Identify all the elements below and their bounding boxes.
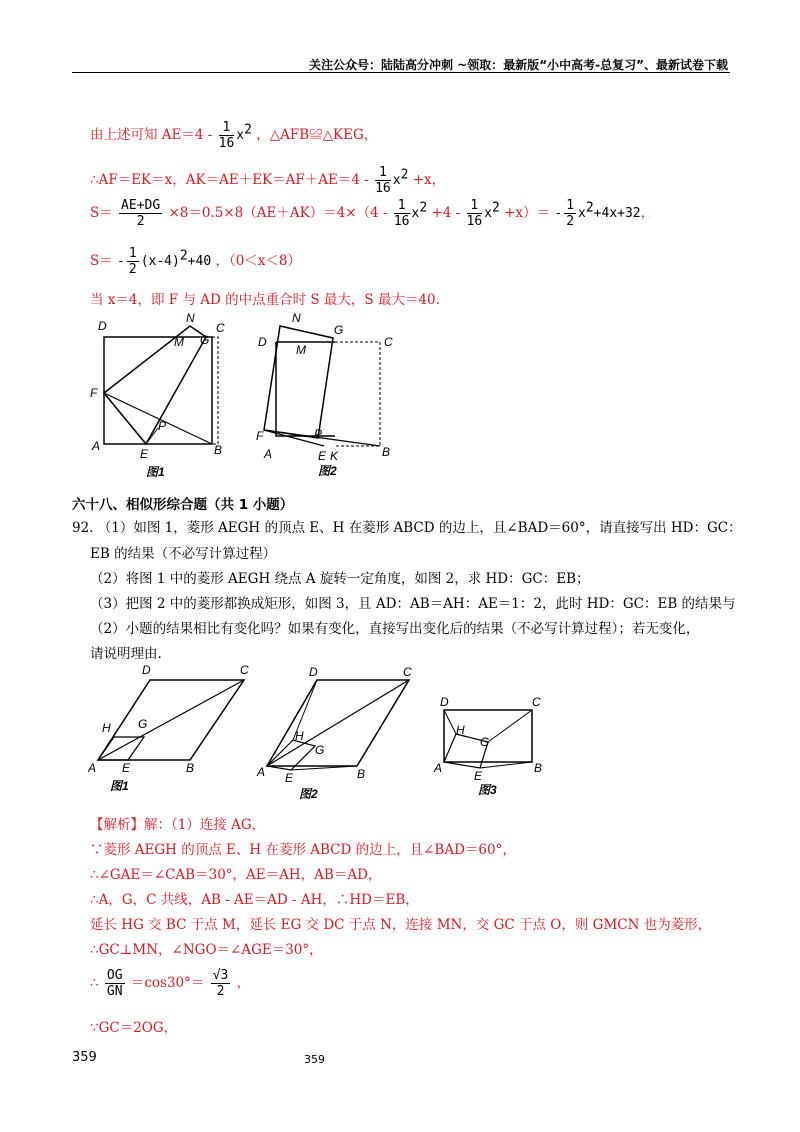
section-title: 六十八、相似形综合题（共 1 小题） <box>72 497 294 513</box>
analysis-line-6: ∴GC⊥MN，∠NGO＝∠AGE＝30°， <box>90 942 323 958</box>
label-C: C <box>240 663 249 677</box>
variable: x <box>578 206 586 221</box>
label-B: B <box>214 443 223 457</box>
label-A: A <box>88 761 97 775</box>
label-G: G <box>138 717 148 731</box>
denominator: 16 <box>375 181 391 196</box>
fraction <box>119 198 162 229</box>
label-B: B <box>186 761 195 775</box>
numerator: OG <box>106 968 123 983</box>
numerator: 1 <box>128 246 137 261</box>
page-number-left: 359 <box>72 1050 97 1065</box>
label-M: M <box>174 335 184 349</box>
text: 解：（1）连接 AG， <box>144 817 266 833</box>
problem-line-5: （2）小题的结果相比有变化吗？如果有变化，直接写出变化后的结果（不必写计算过程）；若无变化， <box>90 621 700 637</box>
label-B: B <box>534 761 543 775</box>
text: 由上述可知 AE＝4 - <box>90 127 213 143</box>
text: +40 <box>187 254 212 269</box>
label-C: C <box>216 321 225 335</box>
analysis-line-4: ∴A，G，C 共线，AB - AE＝AD - AH，∴HD＝EB， <box>90 892 419 908</box>
solution-line-3: S＝ $\frac{AE+DG}{2}$ ×8＝0.5×8（AE＋AK）＝4×（4 - $\frac{1}{16}$ $x^2 +4$ - $\frac{1}{16}$ $x^2 +x)=$ - $\frac{1}{2}$ $x^2+4x+32$， <box>90 198 655 229</box>
label-A: A <box>257 765 266 779</box>
label-F: F <box>90 386 98 400</box>
text: (x-4) <box>140 254 180 269</box>
solution-line-5: 当 x＝4，即 F 与 AD 的中点重合时 S 最大，S 最大＝40. <box>90 292 440 308</box>
label-D: D <box>258 335 267 349</box>
label-B: B <box>357 767 366 781</box>
numerator: 1 <box>394 198 410 214</box>
label-G: G <box>480 735 490 749</box>
problem-line-6: 请说明理由. <box>90 646 162 662</box>
label-N: N <box>292 311 301 325</box>
text: +x）＝ <box>504 205 551 221</box>
analysis-line-3: ∴∠GAE＝∠CAB＝30°，AE＝AH，AB＝AD， <box>90 867 382 883</box>
label-A: A <box>434 761 443 775</box>
solution-line-2: ∴AF＝EK＝x，AK＝AE＋EK＝AF＋AE＝4 - $\frac{1}{16}$ $x^2 +x$， <box>90 165 446 196</box>
text: ，（0＜x＜8） <box>215 253 301 269</box>
label-C: C <box>384 335 393 349</box>
text: （1）如图 1，菱形 AEGH 的顶点 E、H 在菱形 ABCD 的边上，且∠BAD＝60°，请直接写出 HD：GC： <box>97 520 742 536</box>
analysis-line-8: ∵GC＝2OG， <box>90 1020 178 1036</box>
denominator: 16 <box>393 214 410 229</box>
label-E: E <box>140 447 149 461</box>
label-D: D <box>309 665 318 679</box>
fraction <box>394 198 410 229</box>
analysis-tag: 【解析】 <box>90 817 144 833</box>
figure-2-top <box>250 310 410 484</box>
label-G: G <box>334 323 344 337</box>
label-E: E <box>318 449 327 463</box>
minus-sign: - <box>554 206 563 221</box>
label-N: N <box>186 311 195 325</box>
caption-fig2: 图2 <box>318 464 337 478</box>
solution-line-1: 由上述可知 AE＝4 - $\frac{1}{16}$ $x^2$ ，△AFB≌△KEG， <box>90 120 378 151</box>
fraction <box>219 120 235 151</box>
denominator: 16 <box>466 214 483 229</box>
fraction <box>564 198 576 229</box>
label-K: K <box>330 449 339 463</box>
variable: x <box>236 128 245 143</box>
label-F: F <box>256 429 264 443</box>
label-D: D <box>98 319 107 333</box>
solution-line-4: S＝ - $\frac{1}{2}$ $(x-4)^2+40$ ，（0＜x＜8） <box>90 246 301 277</box>
caption-fig1: 图1 <box>146 465 165 479</box>
text: +4 - <box>431 205 461 221</box>
label-D: D <box>142 663 151 677</box>
minus-sign: - <box>117 254 125 269</box>
caption-fig2: 图2 <box>299 787 318 801</box>
caption-fig1: 图1 <box>110 779 129 793</box>
label-A: A <box>92 439 101 453</box>
label-D: D <box>440 695 449 709</box>
caption-fig3: 图3 <box>478 783 497 797</box>
label-E: E <box>285 771 294 785</box>
text: ×8＝0.5×8（AE＋AK）＝4×（4 - <box>168 205 388 221</box>
problem-number: 92. <box>72 520 94 536</box>
label-P: P <box>314 427 323 441</box>
header-rule <box>72 72 730 73</box>
text: ＝cos30°＝ <box>130 975 205 991</box>
variable: x <box>411 206 420 221</box>
text: ， <box>640 205 655 221</box>
variable: x <box>392 173 401 188</box>
analysis-line-5: 延长 HG 交 BC 于点 M，延长 EG 交 DC 于点 N，连接 MN，交 GC 于点 O，则 GMCN 也为菱形， <box>90 917 712 933</box>
analysis-line-2: ∵菱形 AEGH 的顶点 E、H 在菱形 ABCD 的边上，且∠BAD＝60°， <box>90 842 516 858</box>
numerator: AE+DG <box>121 198 161 213</box>
label-E: E <box>122 761 131 775</box>
denominator: 16 <box>218 136 235 151</box>
problem-line-1 <box>72 516 742 536</box>
figure-2-mid <box>255 662 420 811</box>
text: ∴ <box>90 975 99 991</box>
text: ∴AF＝EK＝x，AK＝AE＋EK＝AF＋AE＝4 - <box>90 172 369 188</box>
text: +x， <box>412 172 446 188</box>
problem-line-2: EB 的结果（不必写计算过程） <box>90 546 277 562</box>
analysis-line-7 <box>90 968 250 999</box>
denominator: 2 <box>566 214 575 229</box>
analysis-line-1 <box>90 813 265 833</box>
numerator: 1 <box>467 198 483 214</box>
text: ， <box>236 975 251 991</box>
numerator: 1 <box>566 198 575 213</box>
label-H: H <box>456 723 465 737</box>
text: ，△AFB≌△KEG， <box>256 127 378 143</box>
label-M: M <box>296 343 306 357</box>
denominator: GN <box>106 984 123 999</box>
fraction <box>127 246 139 277</box>
page-header: 关注公众号：陆陆高分冲刺 ~领取：最新版“小中高考-总复习”、最新试卷下载 <box>309 58 728 72</box>
text: S＝ <box>90 253 113 269</box>
label-G: G <box>315 743 325 757</box>
label-H: H <box>102 721 111 735</box>
numerator: √3 <box>212 968 229 983</box>
label-P: P <box>158 419 167 433</box>
text: +4x+32 <box>593 206 641 221</box>
figure-1-top <box>88 310 238 484</box>
denominator: 2 <box>136 214 145 229</box>
label-C: C <box>403 665 412 679</box>
denominator: 2 <box>128 262 137 277</box>
variable: x <box>484 206 492 221</box>
fraction <box>467 198 483 229</box>
denominator: 2 <box>216 984 225 999</box>
label-E: E <box>474 769 483 783</box>
fraction <box>375 165 391 196</box>
fraction <box>211 968 231 999</box>
text: S＝ <box>90 205 113 221</box>
figure-1-mid <box>88 660 258 799</box>
label-H: H <box>295 729 304 743</box>
problem-line-4: （3）把图 2 中的菱形都换成矩形，如图 3，且 AD：AB＝AH：AE＝1：2，此时 HD：GC：EB 的结果与 <box>90 596 736 612</box>
label-B: B <box>382 445 391 459</box>
page-number-center: 359 <box>304 1053 325 1066</box>
label-G: G <box>200 333 210 347</box>
figure-3-mid <box>432 690 552 804</box>
numerator: 1 <box>219 120 235 136</box>
label-A: A <box>264 447 273 461</box>
problem-line-3: （2）将图 1 中的菱形 AEGH 绕点 A 旋转一定角度，如图 2，求 HD：GC：EB； <box>90 571 590 587</box>
fraction <box>105 968 125 999</box>
numerator: 1 <box>375 165 391 181</box>
label-C: C <box>532 695 541 709</box>
